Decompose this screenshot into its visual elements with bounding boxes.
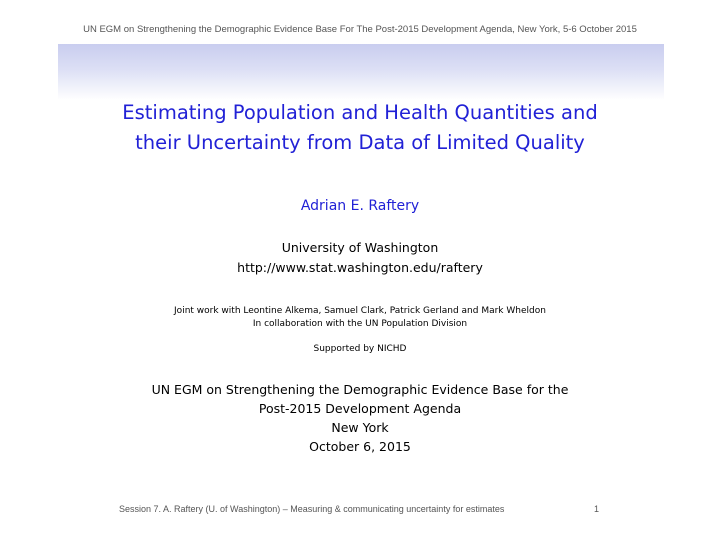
joint-work-line: Joint work with Leontine Alkema, Samuel Clark, Patrick Gerland and Mark Wheldon xyxy=(174,306,546,316)
slide-title xyxy=(0,98,720,158)
title-line-2: their Uncertainty from Data of Limited Quality xyxy=(135,131,585,154)
collaboration-note xyxy=(0,305,720,331)
page-number: 1 xyxy=(594,504,600,514)
title-line-1: Estimating Population and Health Quantities and xyxy=(122,101,598,124)
affiliation xyxy=(0,238,720,278)
institution: University of Washington xyxy=(281,240,439,255)
slide-footer xyxy=(0,504,720,516)
support-note: Supported by NICHD xyxy=(313,344,407,354)
collaboration-line: In collaboration with the UN Population Division xyxy=(252,319,468,329)
conference-header: UN EGM on Strengthening the Demographic Evidence Base For The Post-2015 Development Agenda, New York, 5-6 October 2015 xyxy=(83,24,637,35)
meeting-city: New York xyxy=(331,420,389,435)
meeting-line-1: UN EGM on Strengthening the Demographic Evidence Base for the xyxy=(151,382,569,397)
meeting-date: October 6, 2015 xyxy=(309,439,411,454)
author-url: http://www.stat.washington.edu/raftery xyxy=(237,260,483,275)
footer-text: Session 7. A. Raftery (U. of Washington) – Measuring & communicating uncertainty for estimates xyxy=(119,504,505,514)
title-band xyxy=(58,44,664,100)
author-name: Adrian E. Raftery xyxy=(300,198,420,214)
meeting-info xyxy=(0,380,720,456)
meeting-line-2: Post-2015 Development Agenda xyxy=(258,401,462,416)
